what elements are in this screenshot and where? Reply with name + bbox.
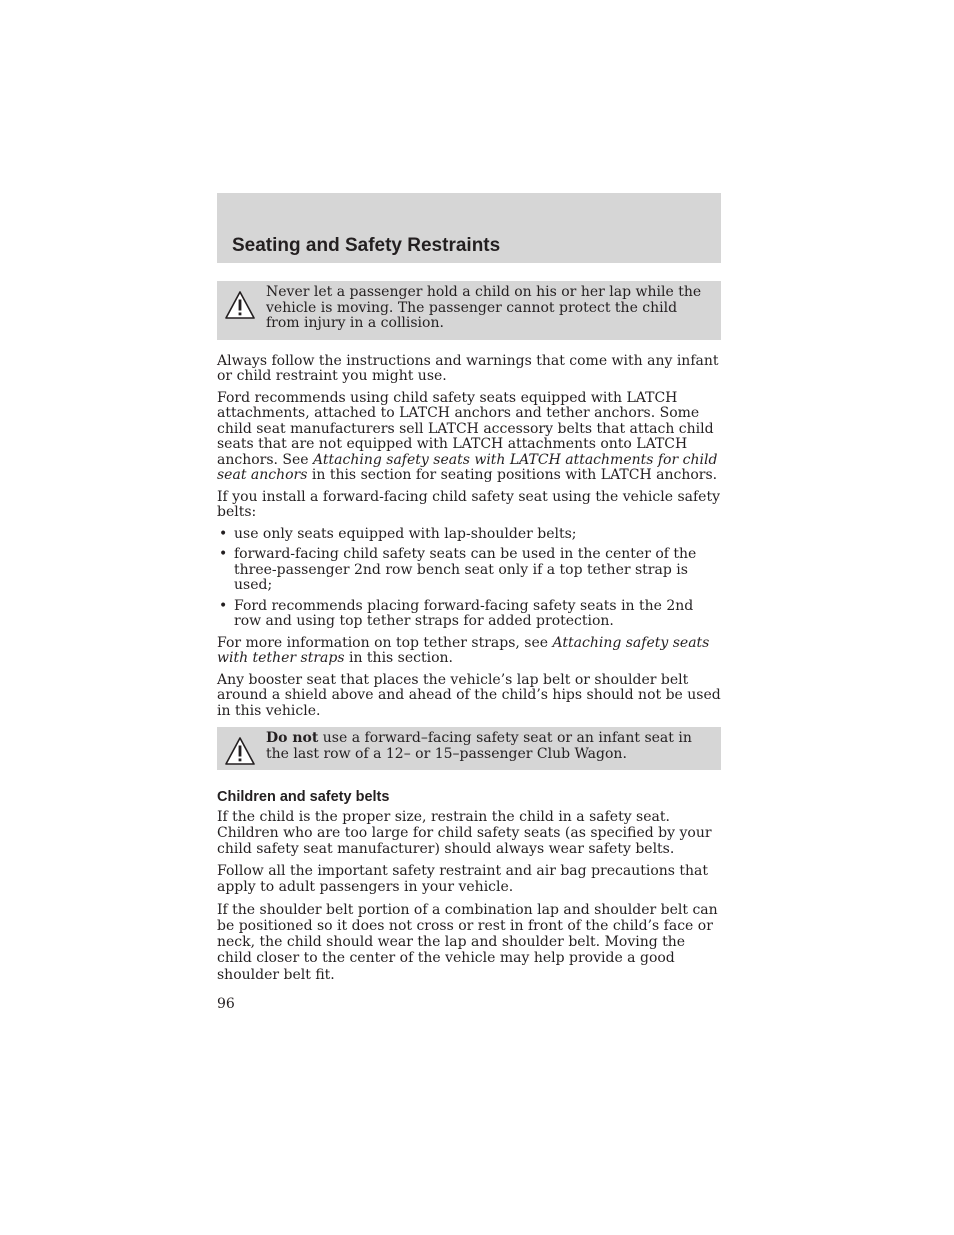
text-run: in this section. xyxy=(344,650,453,666)
list-item-text: use only seats equipped with lap-shoulder belts; xyxy=(234,525,577,542)
paragraph-booster-seat: Any booster seat that places the vehicle’s lap belt or shoulder belt around a shield above and ahead of the child’s hips should not be used in this vehicle. xyxy=(217,671,721,719)
list-item-text: forward-facing child safety seats can be used in the center of the three-passenger 2nd row bench seat only if a top tether strap is used; xyxy=(234,546,697,593)
cross-reference: Attaching safety seats with tether straps xyxy=(217,634,710,666)
bullet-icon: • xyxy=(219,597,228,614)
bullet-list xyxy=(217,527,721,630)
cross-reference: Attaching safety seats with LATCH attachments for child seat anchors xyxy=(217,451,718,483)
list-item-text: Ford recommends placing forward-facing safety seats in the 2nd row and using top tether straps for added protection. xyxy=(234,597,694,629)
list-item xyxy=(217,547,721,594)
page-content xyxy=(217,281,721,1012)
text-run: For more information on top tether straps, see xyxy=(217,634,553,651)
warning-triangle-icon xyxy=(224,736,256,766)
bullet-icon: • xyxy=(219,525,228,542)
bullet-icon: • xyxy=(219,546,228,562)
section-header-band xyxy=(217,193,721,263)
page-number: 96 xyxy=(217,995,235,1012)
warning-text xyxy=(224,731,713,762)
paragraph-follow-instructions: Always follow the instructions and warnings that come with any infant or child restraint you might use. xyxy=(217,352,719,384)
warning-box-club-wagon xyxy=(217,727,721,770)
warning-emphasis: Do not xyxy=(266,730,319,746)
section-title: Seating and Safety Restraints xyxy=(232,235,501,256)
warning-triangle-icon xyxy=(224,290,256,320)
list-item xyxy=(217,599,721,630)
text-run: Ford recommends using child safety seats equipped with LATCH attachments, attached to LATCH anchors and tether anchors. Some child seat manufacturers sell LATCH accessory belts that attach child seats that are not equipped with LATCH attachments onto LATCH anchors. See xyxy=(217,389,714,468)
paragraph-forward-facing: If you install a forward-facing child safety seat using the vehicle safety belts: xyxy=(217,488,720,520)
text-run: in this section for seating positions with LATCH anchors. xyxy=(307,467,718,483)
paragraph-shoulder-belt: If the shoulder belt portion of a combination lap and shoulder belt can be positioned so it does not cross or rest in front of the child’s face or neck, the child should wear the lap and shoulder belt. Moving the child closer to the center of the vehicle may help provide a good shoulder belt fit. xyxy=(217,901,718,983)
warning-box-lap xyxy=(217,281,721,340)
paragraph-tether-info xyxy=(217,636,721,667)
list-item xyxy=(217,527,721,543)
text-run: use a forward–facing safety seat or an infant seat in the last row of a 12– or 15–passenger Club Wagon. xyxy=(266,730,692,762)
paragraph-latch xyxy=(217,391,721,484)
subheading-children-safety-belts: Children and safety belts xyxy=(217,789,390,805)
warning-text: Never let a passenger hold a child on his or her lap while the vehicle is moving. The passenger cannot protect the child from injury in a collision. xyxy=(266,284,702,331)
paragraph-precautions: Follow all the important safety restraint and air bag precautions that apply to adult passengers in your vehicle. xyxy=(217,862,709,895)
paragraph-proper-size: If the child is the proper size, restrain the child in a safety seat. Children who are too large for child safety seats (as specified by your child safety seat manufacturer) should always wear safety belts. xyxy=(217,808,712,857)
